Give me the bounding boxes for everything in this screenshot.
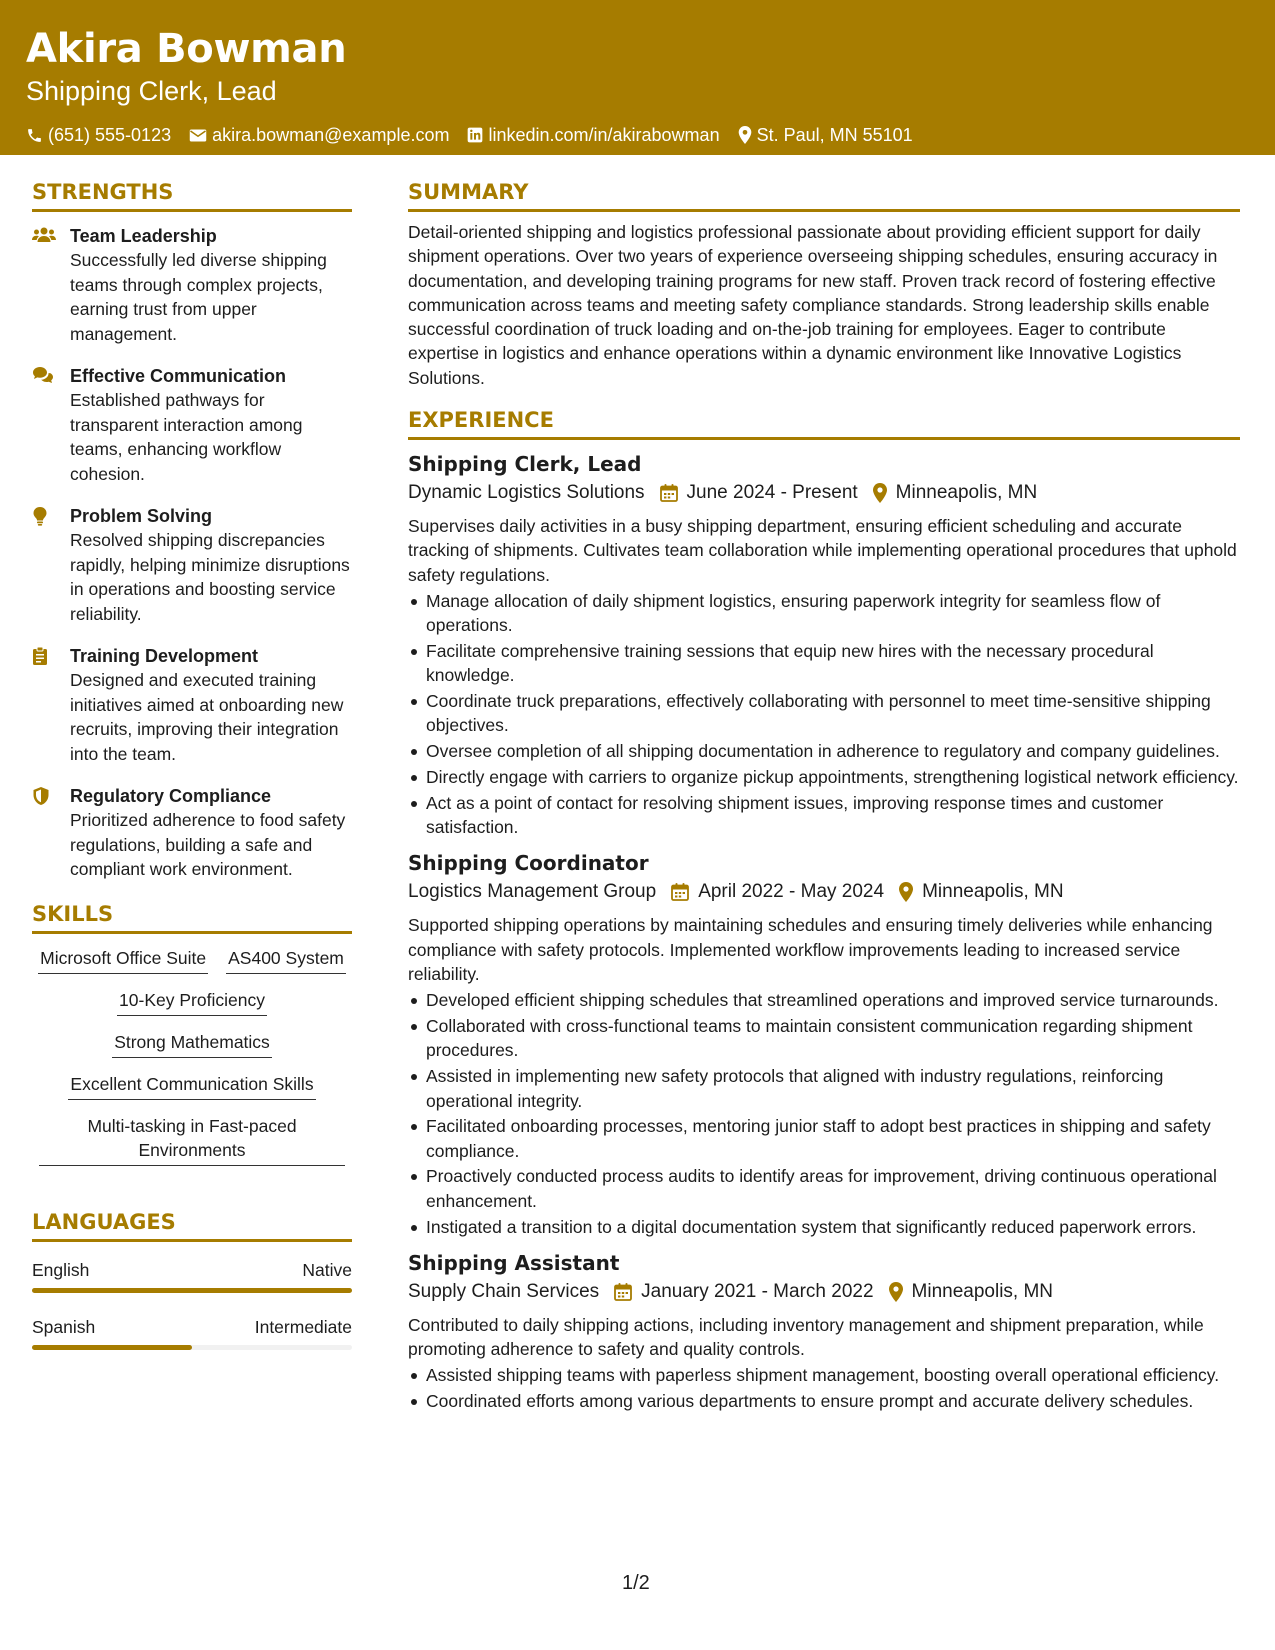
skills-section — [32, 900, 352, 1166]
calendar-icon — [613, 1282, 641, 1302]
job-title: Shipping Coordinator — [408, 851, 649, 876]
language-proficiency-bar — [32, 1288, 352, 1293]
job-bullet-list — [408, 988, 1240, 1238]
skill-tag: Excellent Communication Skills — [68, 1072, 315, 1100]
strength-title: Team Leadership — [70, 226, 217, 246]
strength-item — [32, 224, 352, 346]
contact-email[interactable] — [189, 124, 449, 146]
language-name: Spanish — [32, 1316, 96, 1337]
job-meta — [408, 1277, 1240, 1307]
job-dates: January 2021 - March 2022 — [641, 1280, 874, 1302]
summary-section — [408, 178, 1240, 390]
skill-tag: AS400 System — [226, 946, 346, 974]
strength-desc: Resolved shipping discrepancies rapidly, helping minimize disruptions in operations and boosting service reliability. — [70, 530, 350, 624]
job-bullet: Directly engage with carriers to organize pickup appointments, strengthening logistical network efficiency. — [408, 765, 1240, 789]
skill-tag: Microsoft Office Suite — [38, 946, 208, 974]
job-location: Minneapolis, MN — [922, 881, 1064, 903]
job-bullet: Coordinated efforts among various departments to ensure prompt and accurate delivery schedules. — [408, 1389, 1240, 1413]
summary-heading: SUMMARY — [408, 178, 1240, 212]
candidate-title: Shipping Clerk, Lead — [26, 76, 277, 106]
job-description: Supported shipping operations by maintaining schedules and ensuring timely deliveries while enhancing compliance with safety protocols. Implemented workflow improvements leading to increased service reliability. — [408, 915, 1213, 985]
job-bullet: Assisted shipping teams with paperless shipment management, boosting overall operational efficiency. — [408, 1363, 1240, 1387]
strength-item — [32, 504, 352, 626]
job-description: Supervises daily activities in a busy shipping department, ensuring efficient scheduling and accurate tracking of shipments. Cultivates team collaboration while implementing operational procedures that uphold safety regulations. — [408, 516, 1237, 585]
envelope-icon — [189, 128, 207, 143]
strength-title: Training Development — [70, 646, 259, 666]
job-bullet: Collaborated with cross-functional teams to maintain consistent communication regarding shipment procedures. — [408, 1014, 1240, 1063]
candidate-name: Akira Bowman — [26, 26, 347, 72]
experience-section — [408, 406, 1240, 1413]
strength-title: Effective Communication — [70, 366, 287, 386]
left-column — [32, 178, 352, 1372]
linkedin-icon — [467, 127, 483, 143]
job-company: Supply Chain Services — [408, 1280, 600, 1302]
job-location: Minneapolis, MN — [911, 1280, 1054, 1302]
strength-title: Regulatory Compliance — [70, 786, 272, 806]
job-list — [408, 450, 1240, 1413]
job-title: Shipping Clerk, Lead — [408, 452, 642, 477]
job-bullet: Proactively conducted process audits to identify areas for improvement, driving continuous operational enhancement. — [408, 1164, 1240, 1213]
page-indicator: 1/2 — [622, 1572, 650, 1594]
map-pin-icon — [872, 483, 896, 503]
job-title: Shipping Assistant — [408, 1250, 620, 1275]
contact-bar — [26, 124, 1249, 146]
languages-heading: LANGUAGES — [32, 1208, 352, 1242]
job-entry — [408, 1249, 1240, 1414]
strength-desc: Established pathways for transparent interaction among teams, enhancing workflow cohesion. — [70, 390, 303, 484]
strength-item — [32, 644, 352, 766]
language-name: English — [32, 1259, 90, 1280]
job-bullet: Coordinate truck preparations, effectively collaborating with personnel to meet time-sensitive shipping objectives. — [408, 689, 1240, 738]
job-company: Logistics Management Group — [408, 881, 657, 903]
linkedin-text: linkedin.com/in/akirabowman — [488, 125, 720, 145]
phone-icon — [26, 127, 43, 144]
location-text: St. Paul, MN 55101 — [756, 125, 913, 145]
job-bullet: Manage allocation of daily shipment logistics, ensuring paperwork integrity for seamless flow of operations. — [408, 589, 1240, 638]
skills-heading: SKILLS — [32, 900, 352, 934]
language-proficiency-bar — [32, 1345, 352, 1350]
language-level: Native — [302, 1259, 352, 1280]
strength-desc: Designed and executed training initiatives aimed at onboarding new recruits, improving their integration into the team. — [70, 670, 344, 764]
map-pin-icon — [738, 126, 752, 144]
job-bullet: Assisted in implementing new safety protocols that aligned with industry regulations, reinforcing operational integrity. — [408, 1064, 1240, 1113]
calendar-icon — [659, 483, 687, 503]
calendar-icon — [670, 882, 698, 902]
right-column — [408, 178, 1240, 1415]
strength-item — [32, 364, 352, 486]
job-entry — [408, 849, 1240, 1238]
strength-desc: Prioritized adherence to food safety regulations, building a safe and compliant work environment. — [70, 810, 346, 879]
job-meta — [408, 877, 1240, 907]
language-proficiency-fill — [32, 1345, 192, 1350]
experience-heading: EXPERIENCE — [408, 406, 1240, 440]
job-meta — [408, 478, 1240, 508]
job-bullet: Facilitated onboarding processes, mentoring junior staff to adopt best practices in shipping and safety compliance. — [408, 1114, 1240, 1163]
job-bullet: Act as a point of contact for resolving shipment issues, improving response times and customer satisfaction. — [408, 791, 1240, 840]
job-bullet: Instigated a transition to a digital documentation system that significantly reduced paperwork errors. — [408, 1215, 1240, 1239]
strength-item — [32, 784, 352, 882]
job-dates: April 2022 - May 2024 — [698, 881, 885, 903]
job-bullet: Oversee completion of all shipping documentation in adherence to regulatory and company guidelines. — [408, 739, 1240, 763]
resume-header — [0, 0, 1275, 155]
job-bullet-list — [408, 1363, 1240, 1413]
language-level: Intermediate — [254, 1316, 352, 1337]
languages-section — [32, 1208, 352, 1350]
skill-tag: Multi-tasking in Fast-paced Environments — [39, 1114, 345, 1166]
language-item — [32, 1315, 352, 1350]
shield-icon — [32, 784, 70, 882]
job-bullet: Facilitate comprehensive training sessions that equip new hires with the necessary procedural knowledge. — [408, 639, 1240, 688]
job-company: Dynamic Logistics Solutions — [408, 482, 645, 504]
summary-text: Detail-oriented shipping and logistics professional passionate about providing efficient support for daily shipment operations. Over two years of experience overseeing shipping schedules, ensuring accuracy in documentation, and developing training programs for new staff. Proven track record of fostering effective communication across teams and meeting safety compliance standards. Strong leadership skills enable successful coordination of truck loading and on-the-job training for employees. Eager to contribute expertise in logistics and enhance operations within a dynamic environment like Innovative Logistics Solutions. — [408, 222, 1218, 388]
contact-location — [738, 124, 913, 146]
job-dates: June 2024 - Present — [686, 482, 858, 504]
job-description: Contributed to daily shipping actions, including inventory management and shipment preparation, while promoting adherence to safety and quality controls. — [408, 1314, 1204, 1360]
map-pin-icon — [898, 882, 922, 902]
strength-desc: Successfully led diverse shipping teams through complex projects, earning trust from upper management. — [70, 250, 327, 344]
phone-text: (651) 555-0123 — [48, 125, 172, 145]
strengths-section — [32, 178, 352, 882]
job-entry — [408, 450, 1240, 839]
map-pin-icon — [888, 1282, 912, 1302]
skill-tag: 10-Key Proficiency — [117, 988, 267, 1016]
contact-phone[interactable] — [26, 124, 171, 146]
comments-icon — [32, 364, 70, 486]
job-location: Minneapolis, MN — [895, 482, 1038, 504]
language-item — [32, 1258, 352, 1293]
strengths-heading: STRENGTHS — [32, 178, 352, 212]
users-icon — [32, 224, 70, 346]
strength-title: Problem Solving — [70, 506, 213, 526]
email-text: akira.bowman@example.com — [212, 125, 450, 145]
language-proficiency-fill — [32, 1288, 352, 1293]
contact-linkedin[interactable] — [467, 124, 719, 146]
skill-tag: Strong Mathematics — [112, 1030, 272, 1058]
job-bullet: Developed efficient shipping schedules that streamlined operations and improved service turnarounds. — [408, 988, 1240, 1012]
lightbulb-icon — [32, 504, 70, 626]
job-bullet-list — [408, 589, 1240, 839]
clipboard-icon — [32, 644, 70, 766]
